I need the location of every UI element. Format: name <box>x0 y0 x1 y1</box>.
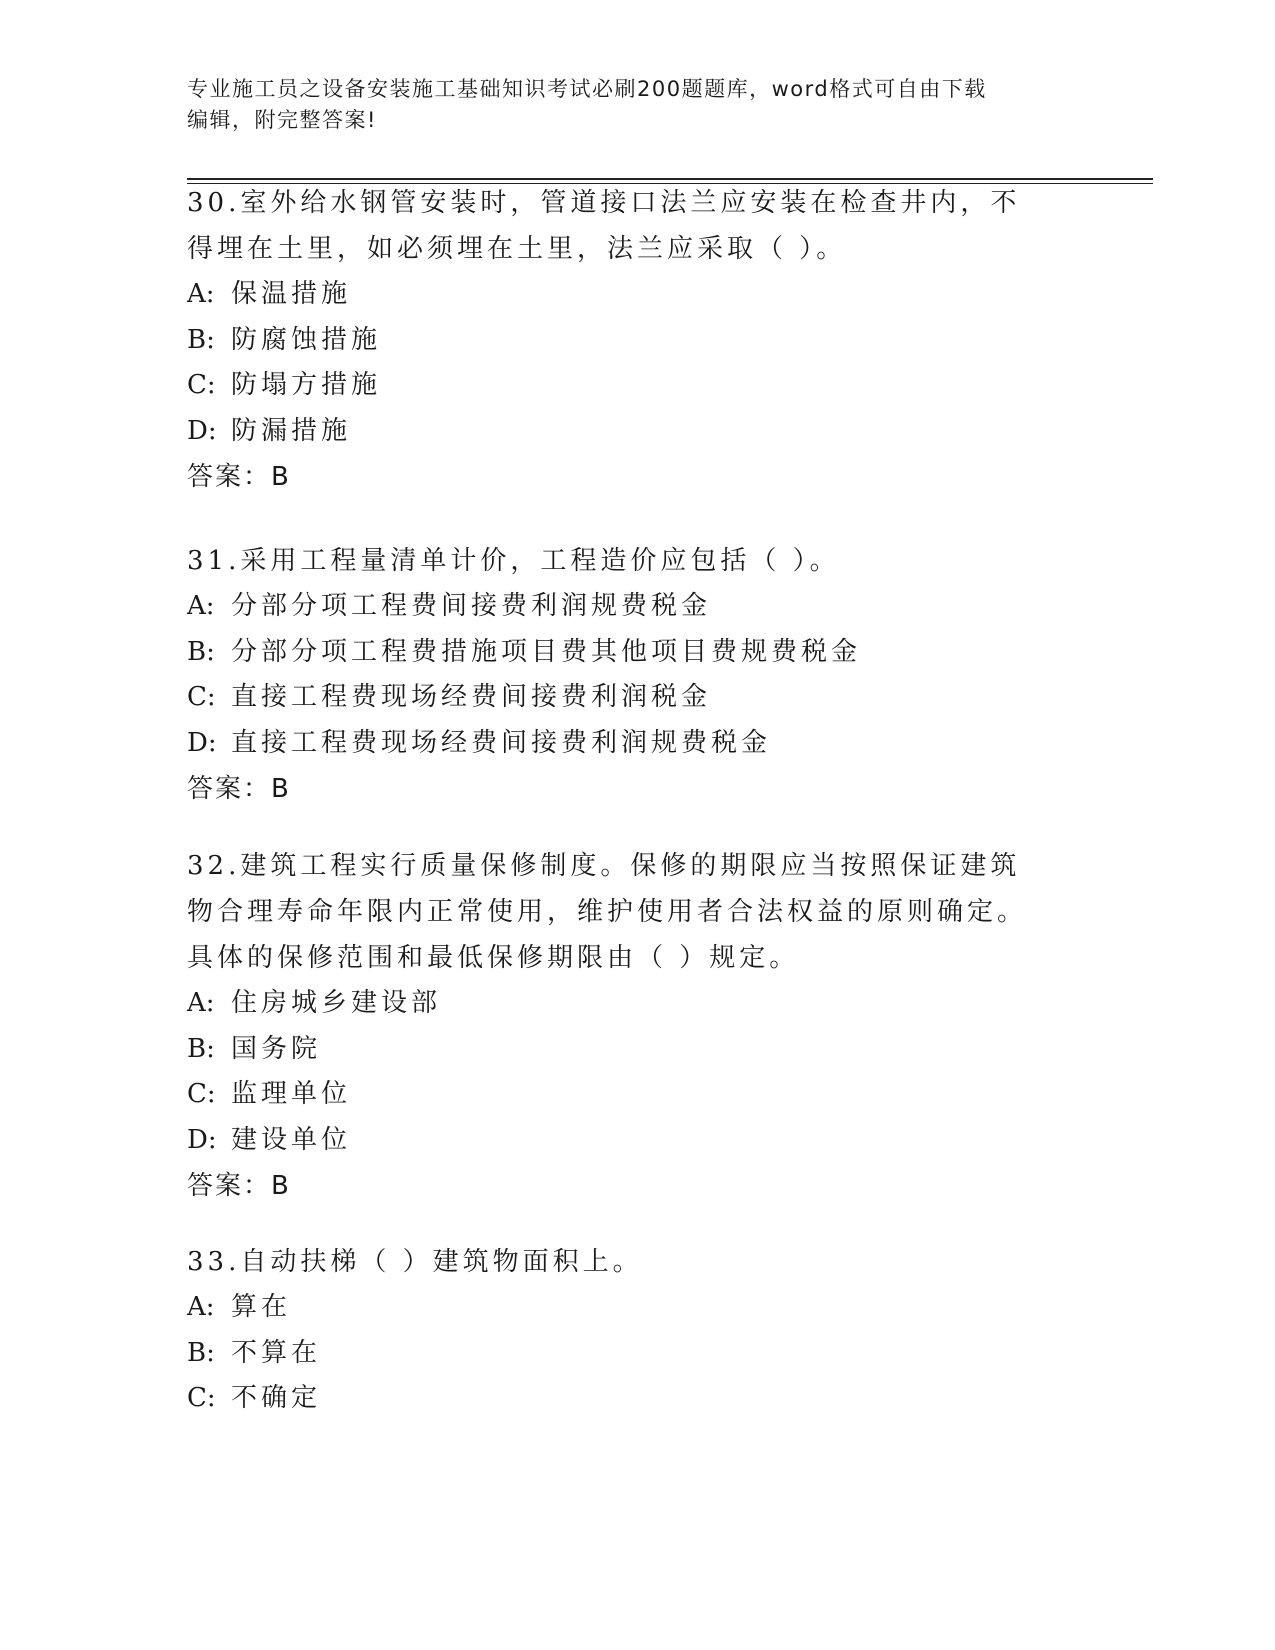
option-b <box>187 1027 1087 1073</box>
option-text: 直接工程费现场经费间接费利润规费税金 <box>231 727 772 758</box>
question-31 <box>187 538 1087 812</box>
option-letter: A: <box>187 988 215 1018</box>
option-d <box>187 721 1087 767</box>
option-text: 建设单位 <box>231 1124 352 1155</box>
option-text: 不算在 <box>231 1337 322 1368</box>
question-stem: 33.自动扶梯（ ）建筑物面积上。 <box>187 1247 643 1277</box>
option-letter: B: <box>187 1033 215 1064</box>
option-letter: A: <box>187 1292 215 1322</box>
header-line-2: 编辑，附完整答案! <box>187 108 377 132</box>
option-c <box>187 1376 1087 1422</box>
question-32 <box>187 843 1087 1209</box>
option-letter: D: <box>187 1124 217 1155</box>
option-d <box>187 409 1087 455</box>
question-30 <box>187 180 1087 500</box>
option-a <box>187 272 1087 318</box>
option-a <box>187 584 1087 630</box>
answer-label: 答案：B <box>187 774 291 804</box>
option-a <box>187 981 1087 1027</box>
option-letter: A: <box>187 591 215 621</box>
option-letter: C: <box>187 1079 216 1109</box>
option-letter: C: <box>187 682 216 712</box>
option-letter: B: <box>187 636 215 667</box>
header-line-1: 专业施工员之设备安装施工基础知识考试必刷200题题库，word格式可自由下载 <box>187 77 987 101</box>
question-stem: 30.室外给水钢管安装时，管道接口法兰应安装在检查井内，不得埋在土里，如必须埋在土里，法兰应采取（ ）。 <box>187 188 1021 264</box>
answer-label: 答案：B <box>187 462 291 492</box>
option-text: 直接工程费现场经费间接费利润税金 <box>231 682 712 712</box>
option-b <box>187 1331 1087 1377</box>
option-letter: C: <box>187 370 216 400</box>
option-letter: A: <box>187 279 215 309</box>
option-text: 保温措施 <box>231 279 352 309</box>
option-letter: D: <box>187 415 217 446</box>
option-text: 防漏措施 <box>231 415 352 446</box>
answer-label: 答案：B <box>187 1171 291 1201</box>
option-text: 国务院 <box>231 1033 322 1064</box>
question-stem: 32.建筑工程实行质量保修制度。保修的期限应当按照保证建筑物合理寿命年限内正常使用，维护使用者合法权益的原则确定。具体的保修范围和最低保修期限由（ ）规定。 <box>187 851 1028 973</box>
question-stem: 31.采用工程量清单计价，工程造价应包括（ ）。 <box>187 546 840 576</box>
option-text: 算在 <box>231 1292 292 1322</box>
question-33 <box>187 1239 1087 1422</box>
document-header <box>187 74 1087 136</box>
option-d <box>187 1118 1087 1164</box>
option-letter: D: <box>187 727 217 758</box>
option-c <box>187 1072 1087 1118</box>
option-b <box>187 630 1087 676</box>
option-c <box>187 363 1087 409</box>
option-text: 防塌方措施 <box>231 370 382 400</box>
option-letter: C: <box>187 1383 216 1413</box>
option-letter: B: <box>187 1337 215 1368</box>
option-text: 监理单位 <box>231 1079 352 1109</box>
option-text: 防腐蚀措施 <box>231 324 382 355</box>
option-b <box>187 318 1087 364</box>
option-text: 分部分项工程费措施项目费其他项目费规费税金 <box>231 636 862 667</box>
option-text: 分部分项工程费间接费利润规费税金 <box>231 591 712 621</box>
option-c <box>187 675 1087 721</box>
option-a <box>187 1285 1087 1331</box>
option-letter: B: <box>187 324 215 355</box>
option-text: 不确定 <box>231 1383 322 1413</box>
option-text: 住房城乡建设部 <box>231 988 442 1018</box>
